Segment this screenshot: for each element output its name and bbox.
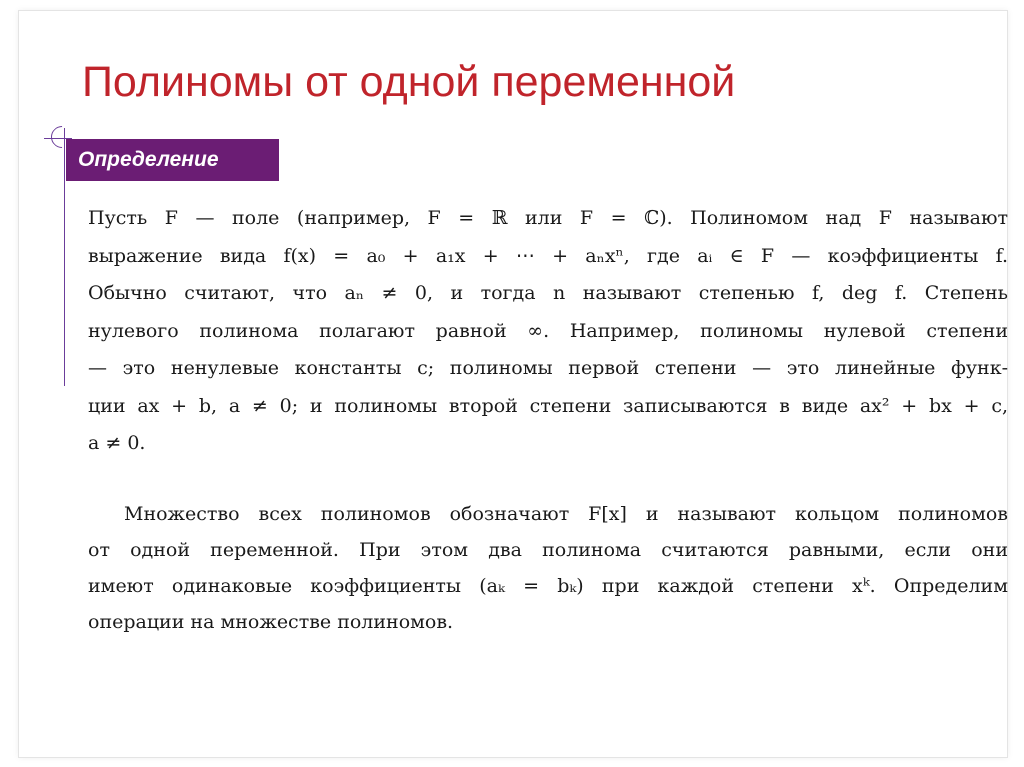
ring-paragraph [88,496,1008,640]
slide-title: Полиномы от одной переменной [82,58,736,106]
definition-paragraph [88,200,1008,463]
accent-vertical-line [64,128,65,386]
ring-line: от одной переменной. При этом два полинома считаются равными, если они [88,539,1008,561]
definition-line: выражение вида f(x) = a₀ + a₁x + ⋯ + aₙxⁿ, где aᵢ ∈ F — коэффициенты f. [88,244,1008,267]
definition-line: Обычно считают, что aₙ ≠ 0, и тогда n называют степенью f, deg f. Степень [88,282,1008,304]
definition-line: ции ax + b, a ≠ 0; и полиномы второй степени записываются в виде ax² + bx + c, [88,394,1008,417]
definition-line: — это ненулевые константы c; полиномы первой степени — это линейные функ- [88,357,1008,379]
definition-line: a ≠ 0. [88,432,146,454]
ring-line: операции на множестве полиномов. [88,611,454,633]
definition-line: нулевого полинома полагают равной ∞. Например, полиномы нулевой степени [88,319,1008,342]
definition-line: Пусть F — поле (например, F = ℝ или F = ℂ). Полиномом над F называют [88,207,1008,229]
ring-line: имеют одинаковые коэффициенты (aₖ = bₖ) при каждой степени xᵏ. Определим [88,575,1008,597]
ring-line: Множество всех полиномов обозначают F[x] и называют кольцом полиномов [124,503,1008,525]
definition-badge: Определение [66,139,279,181]
